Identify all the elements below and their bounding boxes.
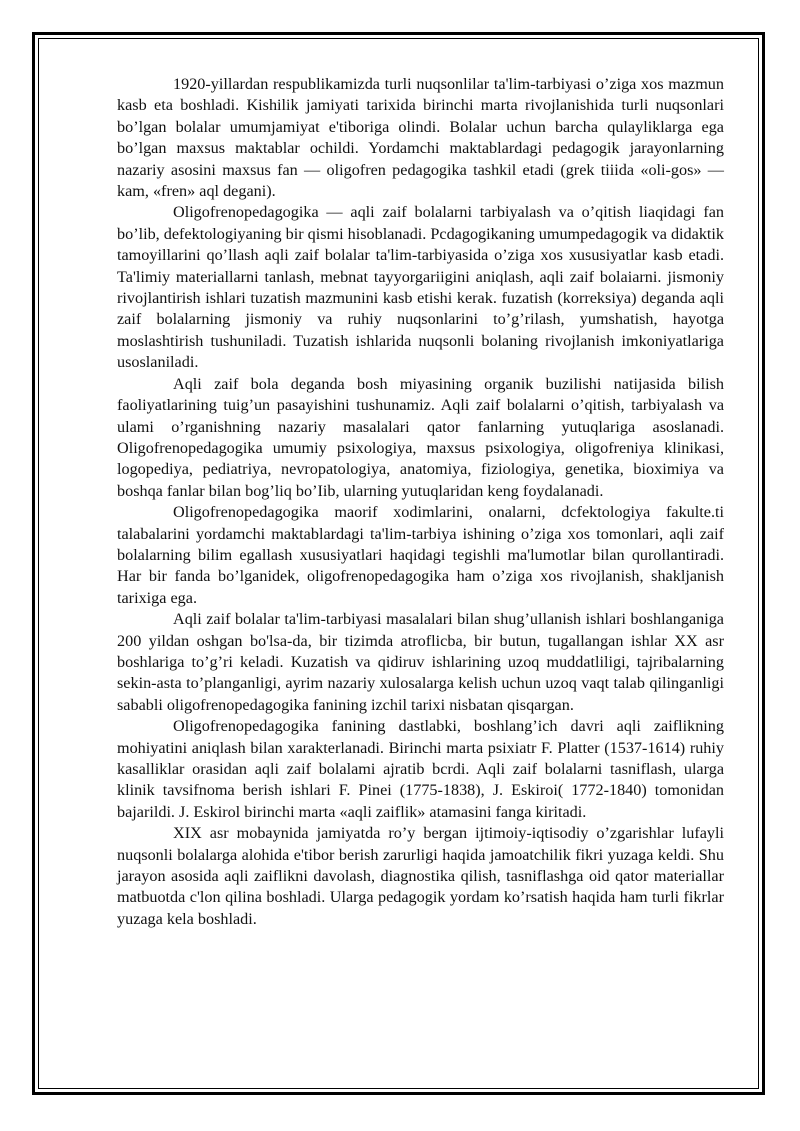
paragraph: Aqli zaif bolalar ta'lim-tarbiyasi masalalari bilan shug’ullanish ishlari boshlanganiga 200 yildan oshgan bo'lsa-da, bir tizimda atroflicba, bir butun, tugallangan ishlar XX asr boshlariga to’g’ri keladi. Kuzatish va qidiruv ishlarining uzoq muddatliligi, tajribalarning sekin-asta to’planganligi, ayrim nazariy xulosalarga kelish uchun uzoq vaqt talab qilinganligi sababli oligofrenopedagogika fanining izchil tarixi nisbatan qisqargan.: [117, 610, 724, 714]
paragraph: 1920-yillardan respublikamizda turli nuqsonlilar ta'lim-tarbiyasi o’ziga xos mazmun kasb eta boshladi. Kishilik jamiyati tarixida birinchi marta rivojlanishida turli nuqsonlari bo’lgan bolalar umumjamiyat e'tiboriga olindi. Bolalar uchun barcha qulayliklarga ega bo’lgan maxsus maktablar ochildi. Yordamchi maktablardagi pedagogik jarayonlarning nazariy asosini maxsus fan — oligofren pedagogika tashkil etadi (grek tiiida «oli-gos» — kam, «fren» aql degani).: [117, 75, 724, 201]
paragraph: XIX asr mobaynida jamiyatda ro’y bergan ijtimoiy-iqtisodiy o’zgarishlar lufayli nuqsonli bolalarga alohida e'tibor berish zarurligi haqida jamoatchilik fikri yuzaga keldi. Shu jarayon asosida aqli zaiflikni davolash, diagnostika qilish, tasniflashga oid qator materiallar matbuotda c'lon qilina boshladi. Ularga pedagogik yordam ko’rsatish haqida ham turli fikrlar yuzaga kela boshladi.: [117, 824, 724, 928]
paragraph: Oligofrenopedagogika fanining dastlabki, boshlang’ich davri aqli zaiflikning mohiyatini aniqlash bilan xarakterlanadi. Birinchi marta psixiatr F. Platter (1537-1614) ruhiy kasalliklar orasidan aqli zaif bolalami ajratib bcrdi. Aqli zaif bolalarni tasniflash, ularga klinik tavsifnoma berish ishlari F. Pinei (1775-1838), J. Eskiroi( 1772-1840) tomonidan bajarildi. J. Eskirol birinchi marta «aqli zaiflik» atamasini fanga kiritadi.: [117, 717, 724, 821]
paragraph: Oligofrenopedagogika maorif xodimlarini, onalarni, dcfektologiya fakulte.ti talabalarini yordamchi maktablardagi ta'lim-tarbiya ishining o’ziga xos tomonlari, aqli zaif bolalarning bilim egallash xususiyatlari haqidagi tegishli ma'lumotlar bilan qurollantiradi. Har bir fanda bo’lganidek, oligofrenopedagogika ham o’ziga xos rivojlanish, shakljanish tarixiga ega.: [117, 503, 724, 607]
document-body: [117, 74, 724, 930]
paragraph: Aqli zaif bola deganda bosh miyasining organik buzilishi natijasida bilish faoliyatlarining tuig’un pasayishini tushunamiz. Aqli zaif bolalarni o’qitish, tarbiyalash va ulami o’rganishning nazariy masalalari qator fanlarning yutuqlariga asoslanadi. Oligofrenopedagogika umumiy psixologiya, maxsus psixologiya, oligofreniya klinikasi, logopediya, pediatriya, nevropatologiya, anatomiya, fiziologiya, genetika, bioximiya va boshqa fanlar bilan bog’liq bo’Iib, ularning yutuqlaridan keng foydalanadi.: [117, 374, 724, 500]
paragraph: Oligofrenopedagogika — aqli zaif bolalarni tarbiyalash va o’qitish liaqidagi fan bo’lib, defektologiyaning bir qismi hisoblanadi. Pcdagogikaning umumpedagogik va didaktik tamoyillarini qo’llash aqli zaif bolalar ta'lim-tarbiyasida o’ziga xos xususiyatlar kasb etadi. Ta'limiy materiallarni tanlash, mebnat tayyorgariigini aniqlash, aqli zaif bolaiarni. jismoniy rivojlantirish ishlari tuzatish mazmunini kasb etishi kerak. fuzatish (korreksiya) deganda aqli zaif bolalarning jismoniy va ruhiy nuqsonlarini to’g’rilash, yumshatish, hayotga moslashtirish tushuniladi. Tuzatish ishlarida nuqsonli bolaning rivojlanish imkoniyatlariga usoslaniladi.: [117, 203, 724, 372]
